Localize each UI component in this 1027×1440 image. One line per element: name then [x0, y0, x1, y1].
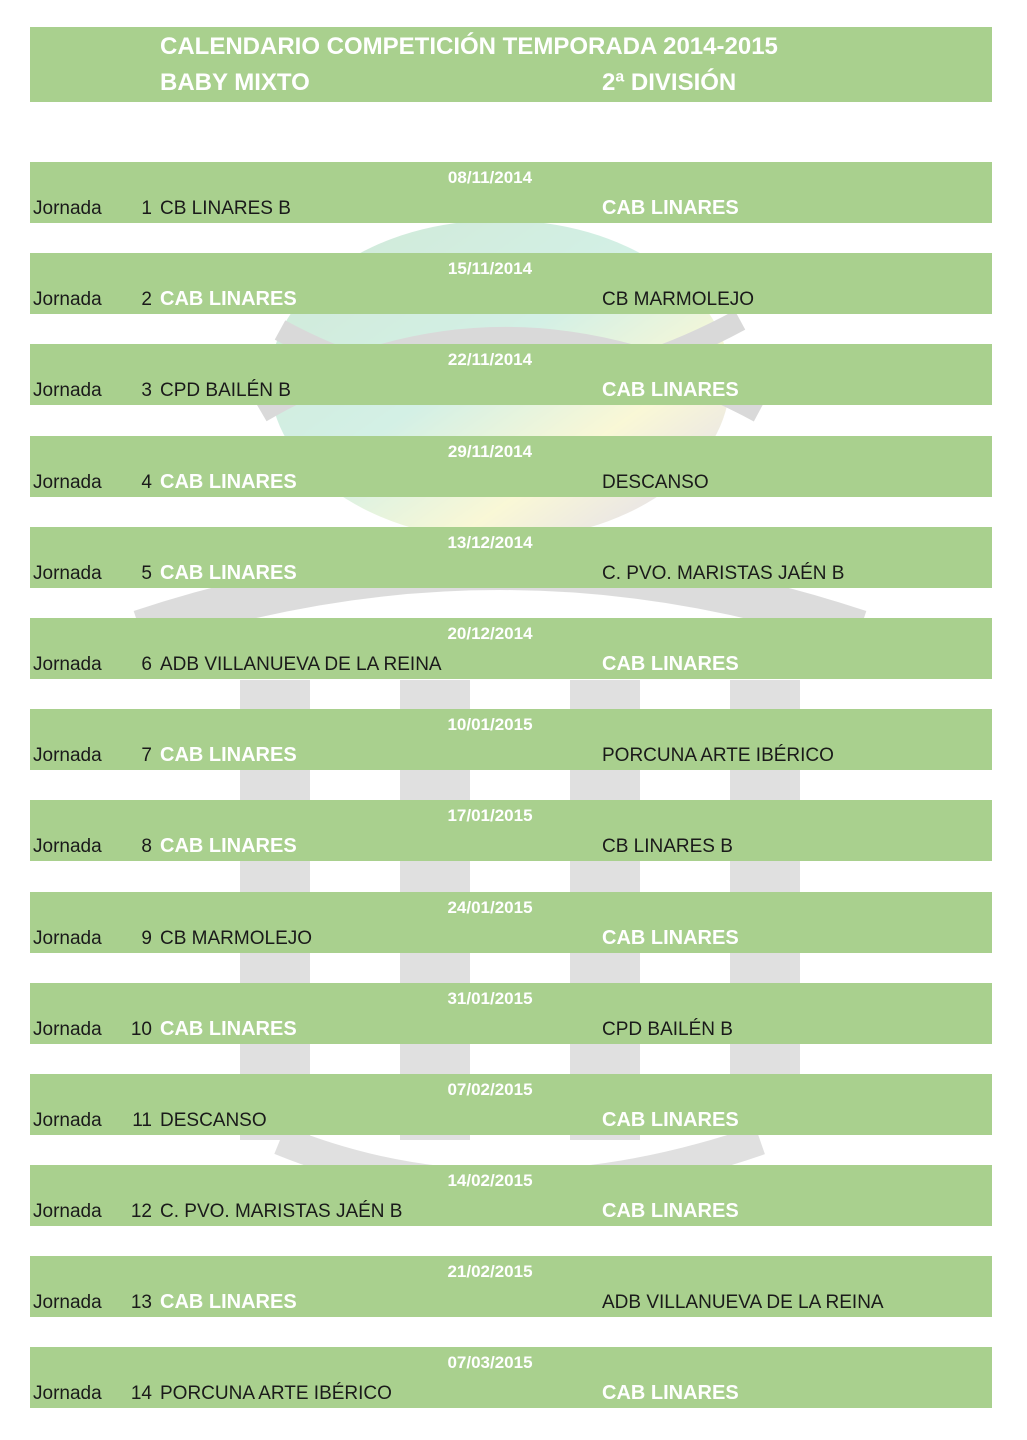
- round-number: 8: [141, 836, 152, 858]
- home-team: DESCANSO: [160, 1109, 267, 1131]
- away-team: CAB LINARES: [602, 1382, 739, 1405]
- round-number: 11: [132, 1109, 152, 1131]
- home-team: CAB LINARES: [160, 561, 297, 584]
- round-date: 07/03/2015: [447, 1353, 533, 1373]
- home-team: CAB LINARES: [160, 288, 297, 311]
- page-title: CALENDARIO COMPETICIÓN TEMPORADA 2014-2015: [160, 33, 778, 60]
- round-date: 17/01/2015: [447, 806, 533, 826]
- round-row: [30, 983, 992, 1044]
- away-team: ADB VILLANUEVA DE LA REINA: [602, 1292, 884, 1314]
- rounds-list: [30, 162, 992, 1439]
- home-team: CAB LINARES: [160, 1017, 297, 1040]
- round-date: 31/01/2015: [447, 988, 533, 1008]
- home-team: ADB VILLANUEVA DE LA REINA: [160, 653, 442, 675]
- round-number: 10: [130, 1018, 152, 1040]
- round-row: [30, 1256, 992, 1317]
- round-date: 14/02/2015: [447, 1171, 533, 1191]
- round-label: Jornada: [33, 198, 102, 219]
- round-number: 13: [130, 1292, 152, 1314]
- home-team: CPD BAILÉN B: [160, 380, 291, 402]
- round-row: [30, 800, 992, 861]
- round-date: 24/01/2015: [447, 897, 533, 917]
- away-team: C. PVO. MARISTAS JAÉN B: [602, 562, 845, 584]
- home-team: CAB LINARES: [160, 744, 297, 767]
- round-date: 08/11/2014: [447, 168, 533, 187]
- round-date: 22/11/2014: [447, 350, 533, 370]
- round-number: 14: [130, 1383, 152, 1405]
- home-team: CB LINARES B: [160, 198, 291, 219]
- round-date: 10/01/2015: [447, 715, 533, 735]
- round-label: Jornada: [33, 1018, 102, 1040]
- round-row: [30, 162, 992, 223]
- round-date: 20/12/2014: [447, 623, 533, 643]
- round-label: Jornada: [33, 1292, 102, 1314]
- round-number: 12: [130, 1201, 152, 1223]
- round-label: Jornada: [33, 927, 102, 949]
- round-row: [30, 436, 992, 497]
- header-band: [30, 27, 992, 102]
- round-label: Jornada: [33, 562, 102, 584]
- round-date: 15/11/2014: [447, 259, 533, 279]
- away-team: CAB LINARES: [602, 1200, 739, 1223]
- round-number: 6: [141, 653, 152, 675]
- round-number: 4: [141, 471, 152, 493]
- round-row: [30, 527, 992, 588]
- home-team: CB MARMOLEJO: [160, 927, 313, 949]
- away-team: DESCANSO: [602, 471, 709, 493]
- round-number: 7: [141, 745, 152, 767]
- round-number: 5: [141, 562, 152, 584]
- round-label: Jornada: [33, 289, 102, 311]
- round-row: [30, 344, 992, 405]
- round-label: Jornada: [33, 1201, 102, 1223]
- round-date: 07/02/2015: [447, 1079, 533, 1099]
- category-label: BABY MIXTO: [160, 69, 310, 96]
- home-team: CAB LINARES: [160, 835, 297, 858]
- away-team: CPD BAILÉN B: [602, 1018, 733, 1040]
- away-team: CAB LINARES: [602, 1108, 739, 1131]
- away-team: CB LINARES B: [602, 836, 733, 858]
- round-number: 3: [141, 380, 152, 402]
- round-date: 29/11/2014: [447, 441, 533, 461]
- round-number: 2: [141, 289, 152, 311]
- home-team: PORCUNA ARTE IBÉRICO: [160, 1383, 392, 1405]
- away-team: CAB LINARES: [602, 197, 739, 219]
- away-team: CAB LINARES: [602, 379, 739, 402]
- round-row: [30, 1165, 992, 1226]
- round-date: 21/02/2015: [447, 1262, 533, 1282]
- round-row: [30, 1074, 992, 1135]
- away-team: PORCUNA ARTE IBÉRICO: [602, 745, 834, 767]
- round-row: [30, 892, 992, 953]
- round-number: 9: [141, 927, 152, 949]
- division-label: 2ª DIVISIÓN: [602, 69, 737, 96]
- away-team: CAB LINARES: [602, 926, 739, 949]
- home-team: CAB LINARES: [160, 1291, 297, 1314]
- away-team: CAB LINARES: [602, 652, 739, 675]
- round-label: Jornada: [33, 380, 102, 402]
- round-row: [30, 618, 992, 679]
- round-label: Jornada: [33, 1383, 102, 1405]
- home-team: CAB LINARES: [160, 470, 297, 493]
- round-label: Jornada: [33, 745, 102, 767]
- home-team: C. PVO. MARISTAS JAÉN B: [160, 1201, 403, 1223]
- round-number: 1: [141, 198, 152, 219]
- round-label: Jornada: [33, 1109, 102, 1131]
- round-row: [30, 1347, 992, 1408]
- round-row: [30, 253, 992, 314]
- round-label: Jornada: [33, 836, 102, 858]
- round-date: 13/12/2014: [447, 532, 533, 552]
- round-label: Jornada: [33, 471, 102, 493]
- round-row: [30, 709, 992, 770]
- away-team: CB MARMOLEJO: [602, 289, 755, 311]
- round-label: Jornada: [33, 653, 102, 675]
